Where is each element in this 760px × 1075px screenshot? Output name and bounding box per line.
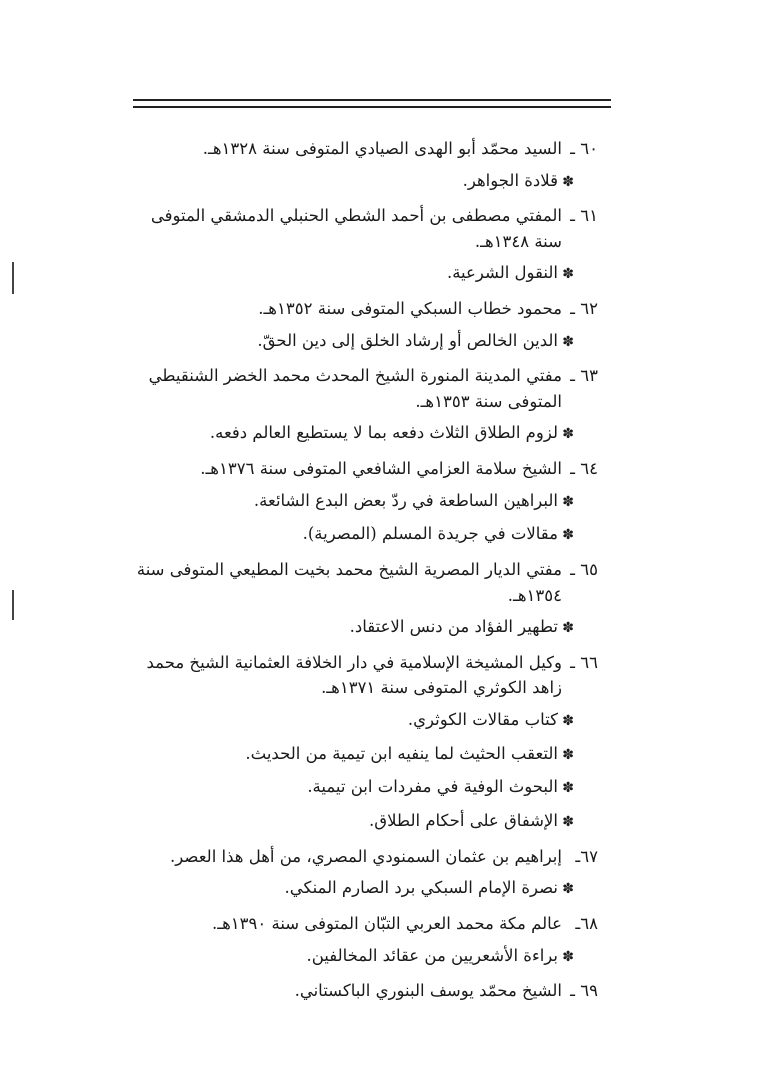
book-list (118, 260, 598, 286)
entry (118, 557, 598, 640)
book-item (118, 808, 574, 834)
entry-number: ٦٨ـ (575, 914, 598, 933)
book-title: قلادة الجواهر. (462, 170, 558, 190)
book-list (118, 875, 598, 901)
entry-scholar: وكيل المشيخة الإسلامية في دار الخلافة العثمانية الشيخ محمد زاهد الكوثري المتوفى سنة ١٣٧١هـ. (146, 652, 562, 698)
book-item (118, 420, 574, 446)
header-rule-bottom (133, 106, 611, 108)
asterisk-icon: ✽ (562, 426, 574, 443)
book-item (118, 521, 574, 547)
entry-number: ٦٦ ـ (570, 652, 598, 672)
entry-number: ٦٩ ـ (570, 981, 598, 1001)
entry-heading (118, 203, 598, 254)
entry-heading (118, 136, 598, 162)
entry-heading (118, 456, 598, 482)
book-item (118, 260, 574, 286)
asterisk-icon: ✽ (562, 493, 574, 510)
book-title: لزوم الطلاق الثلاث دفعه بما لا يستطيع العالم دفعه. (209, 423, 558, 443)
book-title: البراهين الساطعة في ردّ بعض البدع الشائعة. (253, 490, 558, 510)
entry (118, 911, 598, 968)
book-list (118, 943, 598, 969)
entry-scholar: عالم مكة محمد العربي التبّان المتوفى سنة ١٣٩٠هـ. (212, 914, 562, 933)
book-item (118, 328, 574, 354)
entry-list (118, 136, 598, 1014)
book-title: الدين الخالص أو إرشاد الخلق إلى دين الحقّ. (257, 330, 558, 350)
book-item (118, 943, 574, 969)
asterisk-icon: ✽ (562, 620, 574, 637)
entry (118, 844, 598, 901)
entry-scholar: محمود خطاب السبكي المتوفى سنة ١٣٥٢هـ. (258, 299, 562, 319)
entry-scholar: الشيخ محمّد يوسف البنوري الباكستاني. (294, 981, 562, 1001)
entry-heading (118, 911, 598, 937)
asterisk-icon: ✽ (562, 780, 574, 797)
entry (118, 650, 598, 834)
entry-heading (118, 844, 598, 870)
header-rule-top (133, 99, 611, 101)
book-title: التعقب الحثيث لما ينفيه ابن تيمية من الحديث. (245, 743, 558, 763)
book-title: مقالات في جريدة المسلم (المصرية). (302, 524, 558, 544)
asterisk-icon: ✽ (562, 173, 574, 190)
entry-scholar: الشيخ سلامة العزامي الشافعي المتوفى سنة ١٣٧٦هـ. (200, 459, 562, 479)
entry (118, 456, 598, 547)
entry (118, 296, 598, 353)
book-item (118, 614, 574, 640)
entry (118, 363, 598, 446)
asterisk-icon: ✽ (562, 814, 574, 831)
entry-heading (118, 296, 598, 322)
book-list (118, 328, 598, 354)
entry-number: ٦٣ ـ (570, 366, 598, 386)
entry (118, 136, 598, 193)
book-list (118, 168, 598, 194)
entry-scholar: مفتي المدينة المنورة الشيخ المحدث محمد الخضر الشنقيطي المتوفى سنة ١٣٥٣هـ. (148, 366, 562, 411)
book-title: نصرة الإمام السبكي برد الصارم المنكي. (284, 878, 558, 898)
entry-scholar: السيد محمّد أبو الهدى الصيادي المتوفى سنة ١٣٢٨هـ. (202, 139, 562, 158)
book-list (118, 488, 598, 547)
entry-number: ٦٤ ـ (570, 459, 598, 479)
entry-number: ٦٧ـ (575, 846, 598, 866)
book-list (118, 420, 598, 446)
book-item (118, 488, 574, 514)
book-title: الإشفاق على أحكام الطلاق. (369, 811, 558, 831)
book-item (118, 875, 574, 901)
entry-number: ٦٠ ـ (570, 139, 598, 158)
book-title: كتاب مقالات الكوثري. (407, 710, 558, 729)
entry-heading (118, 978, 598, 1004)
book-item (118, 741, 574, 767)
entry-scholar: المفتي مصطفى بن أحمد الشطي الحنبلي الدمشقي المتوفى سنة ١٣٤٨هـ. (150, 206, 562, 251)
entry-number: ٦٢ ـ (570, 299, 598, 319)
asterisk-icon: ✽ (562, 746, 574, 763)
entry-heading (118, 363, 598, 414)
book-title: النقول الشرعية. (446, 263, 558, 283)
entry-number: ٦٥ ـ (570, 560, 598, 580)
asterisk-icon: ✽ (562, 948, 574, 965)
entry-heading (118, 557, 598, 608)
entry-number: ٦١ ـ (570, 206, 598, 226)
margin-mark (12, 590, 14, 620)
asterisk-icon: ✽ (562, 713, 574, 729)
margin-mark (12, 262, 14, 294)
book-item (118, 774, 574, 800)
asterisk-icon: ✽ (562, 333, 574, 350)
book-item (118, 168, 574, 194)
entry (118, 978, 598, 1004)
book-item (118, 707, 574, 733)
book-list (118, 614, 598, 640)
book-title: تطهير الفؤاد من دنس الاعتقاد. (349, 617, 558, 637)
asterisk-icon: ✽ (562, 881, 574, 898)
asterisk-icon: ✽ (562, 527, 574, 544)
entry-scholar: إبراهيم بن عثمان السمنودي المصري، من أهل هذا العصر. (170, 846, 562, 866)
book-list (118, 707, 598, 834)
entry-heading (118, 650, 598, 701)
book-title: البحوث الوفية في مفردات ابن تيمية. (307, 777, 558, 797)
entry (118, 203, 598, 286)
book-title: براءة الأشعريين من عقائد المخالفين. (306, 945, 558, 965)
asterisk-icon: ✽ (562, 266, 574, 283)
entry-scholar: مفتي الديار المصرية الشيخ محمد بخيت المطيعي المتوفى سنة ١٣٥٤هـ. (136, 560, 562, 605)
